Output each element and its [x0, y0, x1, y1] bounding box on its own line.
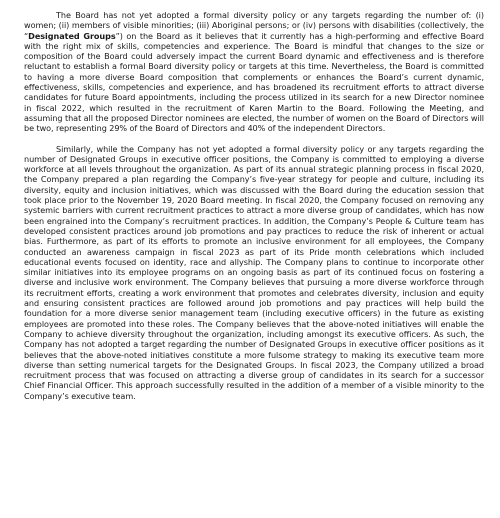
- executive-diversity-paragraph: Similarly, while the Company has not yet adopted a formal diversity policy or any targets regarding the number of Designated Groups in executive officer positions, the Company is committed to employing a diverse workforce at all levels throughout the organization. As part of its annual strategic planning process in fiscal 2020, the Company prepared a plan regarding the Company’s five-year strategy for people and culture, including its diversity, equity and inclusion initiatives, which was discussed with the Board during the education session that took place prior to the November 19, 2020 Board meeting. In fiscal 2020, the Company focused on removing any systemic barriers with current recruitment practices to attract a more diverse group of candidates, which has now been engrained into the Company’s recruitment practices. In addition, the Company’s People & Culture team has developed consistent practices around job promotions and pay practices to reduce the risk of inherent or actual bias. Furthermore, as part of its efforts to promote an inclusive environment for all employees, the Company conducted an awareness campaign in fiscal 2023 as part of its Pride month celebrations which included educational events focused on identity, race and allyship. The Company plans to continue to incorporate other similar initiatives into its employee programs on an ongoing basis as part of its continued focus on fostering a diverse and inclusive work environment. The Company believes that pursuing a more diverse workforce through its recruitment efforts, creating a work environment that promotes and celebrates diversity, inclusion and equity and ensuring consistent practices are followed around job promotions and pay practices will help build the foundation for a more diverse senior management team (including executive officers) in the future as existing employees are promoted into these roles. The Company believes that the above-noted initiatives will enable the Company to achieve diversity throughout the organization, including amongst its executive officers. As such, the Company has not adopted a target regarding the number of Designated Groups in executive officer positions as it believes that the above-noted initiatives constitute a more fulsome strategy to making its executive team more diverse than setting numerical targets for the Designated Groups. In fiscal 2023, the Company utilized a broad recruitment process that was focused on attracting a diverse group of candidates in its search for a successor Chief Financial Officer. This approach successfully resulted in the addition of a member of a visible minority to the Company’s executive team.: [24, 143, 484, 401]
- board-diversity-paragraph: [24, 10, 484, 134]
- paragraph-text-before-term: The Board has not yet adopted a formal diversity policy or any targets regarding the number of: (i) women; (ii) members of visible minorities; (iii) Aboriginal persons; or (iv) persons with disabilities (collectively, the “: [24, 10, 484, 41]
- defined-term-designated-groups: Designated Groups: [28, 30, 116, 41]
- paragraph-text-after-term: ”) on the Board as it believes that it currently has a high-performing and effective Board with the right mix of skills, competencies and experience. The Board is mindful that changes to the size or composition of the Board could adversely impact the current Board dynamic and effectiveness and is therefore reluctant to establish a formal Board diversity policy or targets at this time. Nevertheless, the Board is committed to having a more diverse Board composition that complements or enhances the Board’s current dynamic, effectiveness, skills, competencies and experience, and has broadened its recruitment efforts to attract diverse candidates for future Board appointments, including the process utilized in its search for a new Director nominee in fiscal 2022, which resulted in the recruitment of Karen Martin to the Board. Following the Meeting, and assuming that all the proposed Director nominees are elected, the number of women on the Board of Directors will be two, representing 29% of the Board of Directors and 40% of the independent Directors.: [24, 30, 484, 134]
- document-page: [24, 10, 484, 401]
